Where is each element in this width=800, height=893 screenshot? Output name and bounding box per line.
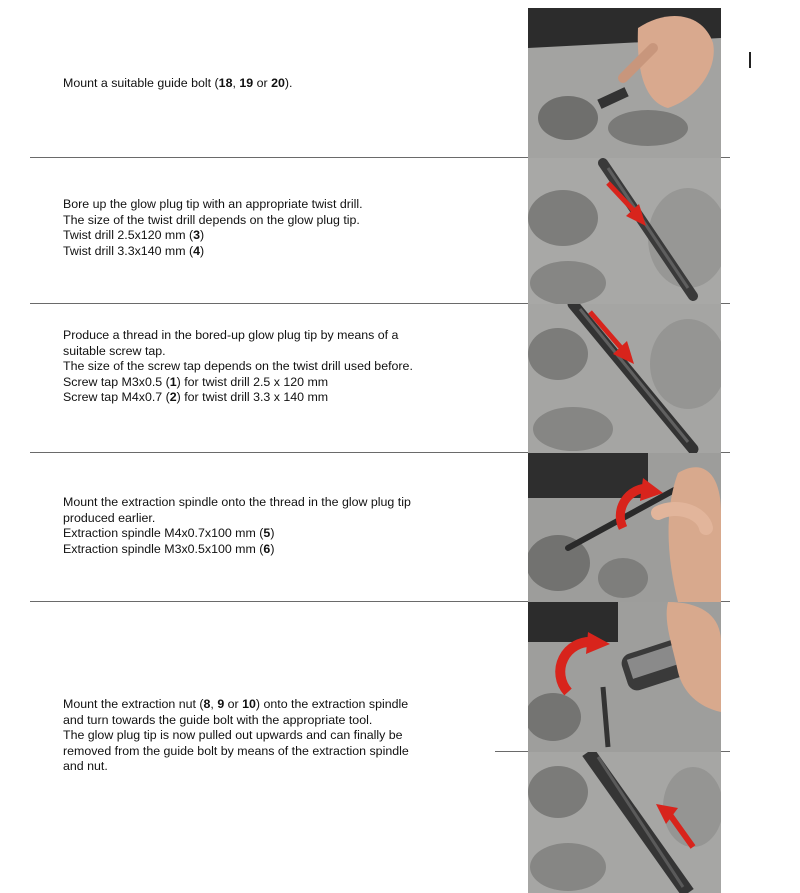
text-fragment: Screw tap M4x0.7 ( — [63, 390, 170, 405]
text-fragment: The size of the twist drill depends on the glow plug tip. — [63, 212, 360, 227]
text-fragment: Twist drill 3.3x140 mm ( — [63, 243, 194, 258]
text-fragment: , — [210, 697, 218, 711]
text-fragment: ) onto the extraction spindle — [255, 697, 409, 711]
part-number: 18 — [218, 76, 233, 90]
step-4-text — [63, 495, 508, 557]
instruction-line — [63, 542, 508, 558]
text-fragment: ) — [200, 243, 205, 258]
instruction-line — [63, 390, 508, 406]
text-fragment: The glow plug tip is now pulled out upwards and can finally be — [63, 728, 403, 743]
part-number: 6 — [263, 541, 271, 556]
text-fragment: ) for twist drill 2.5 x 120 mm — [176, 374, 329, 389]
part-number: 5 — [263, 526, 271, 541]
instruction-line — [63, 344, 508, 360]
part-number: 9 — [217, 697, 225, 711]
text-fragment: ) — [270, 526, 275, 541]
instruction-line — [63, 697, 508, 713]
step-3-text — [63, 328, 508, 406]
instruction-line — [63, 375, 508, 391]
part-number: 4 — [193, 243, 201, 258]
instruction-line — [63, 244, 508, 260]
text-cursor — [749, 52, 751, 68]
text-fragment: Produce a thread in the bored-up glow plug tip by means of a — [63, 328, 399, 342]
instruction-line — [63, 359, 508, 375]
text-fragment: Twist drill 2.5x120 mm ( — [63, 228, 194, 243]
instruction-line — [63, 759, 508, 775]
instruction-line — [63, 228, 508, 244]
text-fragment: and nut. — [63, 759, 108, 774]
part-number: 10 — [242, 697, 256, 711]
text-fragment: Extraction spindle M3x0.5x100 mm ( — [63, 541, 264, 556]
part-number: 20 — [271, 76, 285, 90]
instruction-line — [63, 76, 508, 92]
instruction-line — [63, 495, 508, 511]
text-fragment: Bore up the glow plug tip with an appropriate twist drill. — [63, 197, 363, 211]
text-fragment: Mount the extraction spindle onto the thread in the glow plug tip — [63, 495, 411, 509]
part-number: 8 — [203, 697, 211, 711]
extraction-spindle-photo — [528, 453, 721, 602]
part-number: 1 — [169, 374, 177, 389]
instruction-line — [63, 526, 508, 542]
text-fragment: and turn towards the guide bolt with the appropriate tool. — [63, 712, 373, 727]
instruction-line — [63, 511, 508, 527]
part-number: 3 — [193, 228, 201, 243]
text-fragment: ). — [284, 76, 293, 90]
part-number: 19 — [239, 76, 254, 90]
part-number: 2 — [169, 390, 177, 405]
step-1-text — [63, 76, 508, 92]
text-fragment: The size of the screw tap depends on the twist drill used before. — [63, 359, 413, 374]
instruction-line — [63, 713, 508, 729]
extraction-nut-photo — [528, 602, 721, 752]
instruction-line — [63, 728, 508, 744]
text-fragment: produced earlier. — [63, 510, 156, 525]
step-5-text — [63, 697, 508, 775]
text-fragment: , — [232, 76, 240, 90]
screw-tap-photo — [528, 304, 721, 453]
text-fragment: ) for twist drill 3.3 x 140 mm — [176, 390, 329, 405]
hand-inserting-guide-bolt-photo — [528, 8, 721, 158]
text-fragment: Screw tap M3x0.5 ( — [63, 374, 170, 389]
instruction-line — [63, 213, 508, 229]
text-fragment: ) — [200, 228, 205, 243]
text-fragment: Mount the extraction nut ( — [63, 697, 204, 711]
text-fragment: or — [253, 76, 272, 90]
text-fragment: suitable screw tap. — [63, 343, 166, 358]
text-fragment: Mount a suitable guide bolt ( — [63, 76, 219, 90]
twist-drill-photo — [528, 158, 721, 304]
text-fragment: ) — [270, 541, 275, 556]
glow-plug-removed-photo — [528, 752, 721, 893]
step-2-text — [63, 197, 508, 259]
text-fragment: Extraction spindle M4x0.7x100 mm ( — [63, 526, 264, 541]
text-fragment: removed from the guide bolt by means of the extraction spindle — [63, 743, 409, 758]
instruction-line — [63, 744, 508, 760]
text-fragment: or — [224, 697, 243, 711]
instruction-line — [63, 328, 508, 344]
instruction-line — [63, 197, 508, 213]
